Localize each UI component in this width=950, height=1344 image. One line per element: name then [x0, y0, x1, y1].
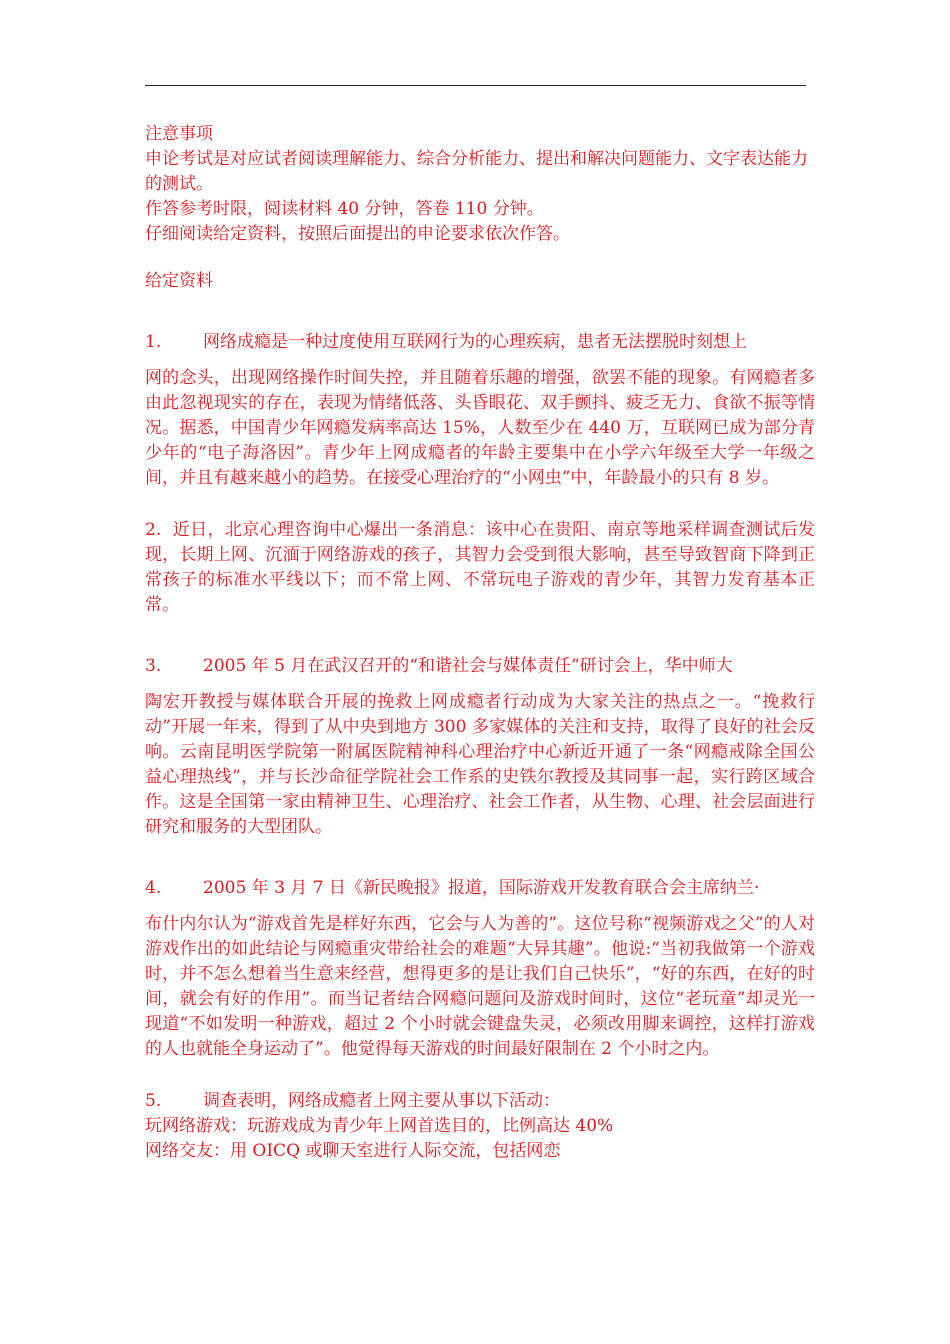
instructions-line: 仔细阅读给定资料，按照后面提出的申论要求依次作答。: [145, 224, 570, 244]
item-line: 玩网络游戏：玩游戏成为青少年上网首选目的，比例高达 40%: [145, 1116, 614, 1136]
item-line: 网络交友：用 OICQ 或聊天室进行人际交流，包括网恋: [145, 1141, 561, 1161]
material-item-2: [145, 518, 815, 618]
header-rule: [145, 85, 806, 86]
item-body: 陶宏开教授与媒体联合开展的挽救上网成瘾者行动成为大家关注的热点之一。“挽救行动”开展一年来，得到了从中央到地方 300 多家媒体的关注和支持，取得了良好的社会反响。云南昆明医学院第一附属医院精神科心理治疗中心新近开通了一条“网瘾戒除全国公益心理热线”，并与长沙命征学院社会工作系的史铁尔教授及其同事一起，实行跨区域合作。这是全国第一家由精神卫生、心理治疗、社会工作者，从生物、心理、社会层面进行研究和服务的大型团队。: [145, 692, 815, 837]
item-number: 2.: [145, 520, 162, 540]
item-first-line: 2005 年 5 月在武汉召开的“和谐社会与媒体责任”研讨会上，华中师大: [203, 656, 733, 676]
materials-heading: 给定资料: [145, 271, 213, 291]
item-number: 3.: [145, 656, 162, 676]
item-first-line: 近日，北京心理咨询中心爆出一条消息：该中心在贵阳、南京等地采样调查测试后发现，长期上网、沉湎于网络游戏的孩子，其智力会受到很大影响，甚至导致智商下降到正常孩子的标准水平线以下；而不常上网、不常玩电子游戏的青少年，其智力发育基本正常。: [145, 520, 815, 615]
item-first-line: 2005 年 3 月 7 日《新民晚报》报道，国际游戏开发教育联合会主席纳兰·: [203, 878, 760, 898]
material-item-5: [145, 1089, 815, 1114]
item-number: 5.: [145, 1091, 162, 1111]
item-first-line: 网络成瘾是一种过度使用互联网行为的心理疾病，患者无法摆脱时刻想上: [203, 332, 747, 352]
material-item-3: [145, 654, 815, 679]
item-body: 布什内尔认为“游戏首先是样好东西，它会与人为善的”。这位号称“视频游戏之父”的人对游戏作出的如此结论与网瘾重灾带给社会的难题“大异其趣”。他说:“当初我做第一个游戏时，并不怎么想着当生意来经营，想得更多的是让我们自己快乐”，“好的东西，在好的时间，就会有好的作用”。而当记者结合网瘾问题问及游戏时间时，这位“老玩童”却灵光一现道“不如发明一种游戏，超过 2 个小时就会键盘失灵，必须改用脚来调控，这样打游戏的人也就能全身运动了”。他觉得每天游戏的时间最好限制在 2 个小时之内。: [145, 914, 815, 1059]
item-number: 4.: [145, 878, 162, 898]
instructions-line: 申论考试是对应试者阅读理解能力、综合分析能力、提出和解决问题能力、文字表达能力的测试。: [145, 149, 808, 194]
item-first-line: 调查表明，网络成瘾者上网主要从事以下活动：: [203, 1091, 560, 1111]
instructions-line: 作答参考时限，阅读材料 40 分钟，答卷 110 分钟。: [145, 199, 544, 219]
item-number: 1.: [145, 332, 162, 352]
instructions-heading: 注意事项: [145, 124, 213, 144]
material-item-4: [145, 876, 815, 901]
material-item-1: [145, 330, 815, 355]
item-body: 网的念头，出现网络操作时间失控，并且随着乐趣的增强，欲罢不能的现象。有网瘾者多由此忽视现实的存在，表现为情绪低落、头昏眼花、双手颤抖、疲乏无力、食欲不振等情况。据悉，中国青少年网瘾发病率高达 15%，人数至少在 440 万，互联网已成为部分青少年的“电子海洛因”。青少年上网成瘾者的年龄主要集中在小学六年级至大学一年级之间，并且有越来越小的趋势。在接受心理治疗的“小网虫”中，年龄最小的只有 8 岁。: [145, 368, 815, 488]
document-content: [145, 122, 815, 1164]
